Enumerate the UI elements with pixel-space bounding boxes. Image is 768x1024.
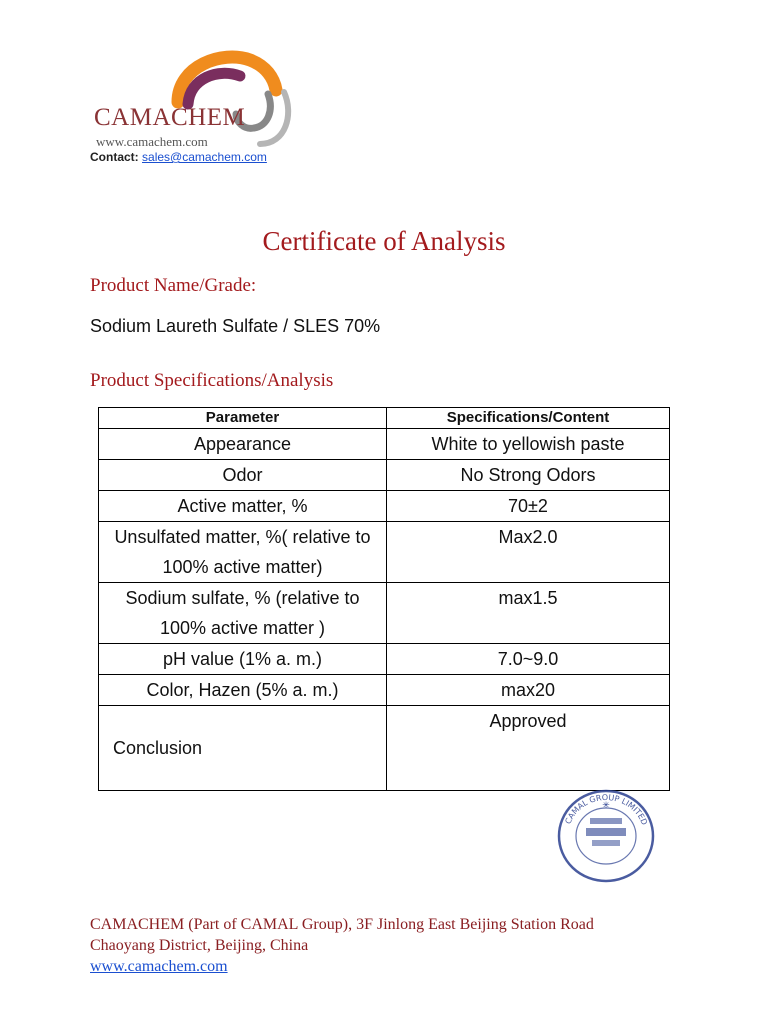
row-value: max20 — [387, 675, 670, 706]
product-heading: Product Name/Grade: — [90, 275, 257, 296]
seal-ring-text: CAMAL GROUP LIMITED — [563, 792, 649, 827]
company-seal-stamp — [556, 788, 656, 884]
row-value: 70±2 — [387, 491, 670, 522]
spec-table — [98, 407, 670, 791]
header-specification: Specifications/Content — [387, 408, 670, 429]
row-value: 7.0~9.0 — [387, 644, 670, 675]
footer-address-line2: Chaoyang District, Beijing, China — [90, 937, 309, 954]
seal-icon — [556, 788, 656, 884]
product-value: Sodium Laureth Sulfate / SLES 70% — [90, 316, 381, 336]
table-row — [99, 460, 670, 491]
row-param: Sodium sulfate, % (relative to 100% active matter ) — [99, 583, 387, 644]
table-row — [99, 429, 670, 460]
header-parameter: Parameter — [99, 408, 387, 429]
footer-address-line1: CAMACHEM (Part of CAMAL Group), 3F Jinlong East Beijing Station Road — [90, 916, 594, 933]
row-value: White to yellowish paste — [387, 429, 670, 460]
table-row — [99, 491, 670, 522]
table-row — [99, 583, 670, 644]
spec-heading: Product Specifications/Analysis — [90, 370, 334, 391]
row-value: max1.5 — [387, 583, 670, 644]
footer-website-link[interactable]: www.camachem.com — [90, 958, 228, 975]
row-param: Appearance — [99, 429, 387, 460]
row-value: Max2.0 — [387, 522, 670, 583]
conclusion-value: Approved — [387, 706, 670, 791]
table-row — [99, 644, 670, 675]
row-param: Active matter, % — [99, 491, 387, 522]
logo-url: www.camachem.com — [96, 134, 208, 149]
row-param: Unsulfated matter, %( relative to 100% active matter) — [99, 522, 387, 583]
table-row — [99, 675, 670, 706]
row-value: No Strong Odors — [387, 460, 670, 491]
camachem-logo — [90, 48, 300, 152]
contact-label: Contact: — [90, 150, 139, 164]
svg-text:✳: ✳ — [602, 801, 610, 811]
conclusion-label: Conclusion — [99, 706, 387, 791]
row-param: Odor — [99, 460, 387, 491]
contact-line — [90, 150, 267, 164]
footer — [90, 914, 594, 977]
logo-name: CAMACHEM — [94, 104, 246, 131]
table-row — [99, 522, 670, 583]
contact-email-link[interactable]: sales@camachem.com — [142, 150, 267, 164]
row-param: pH value (1% a. m.) — [99, 644, 387, 675]
page-title: Certificate of Analysis — [262, 226, 506, 256]
table-header-row — [99, 408, 670, 429]
conclusion-row — [99, 706, 670, 791]
row-param: Color, Hazen (5% a. m.) — [99, 675, 387, 706]
